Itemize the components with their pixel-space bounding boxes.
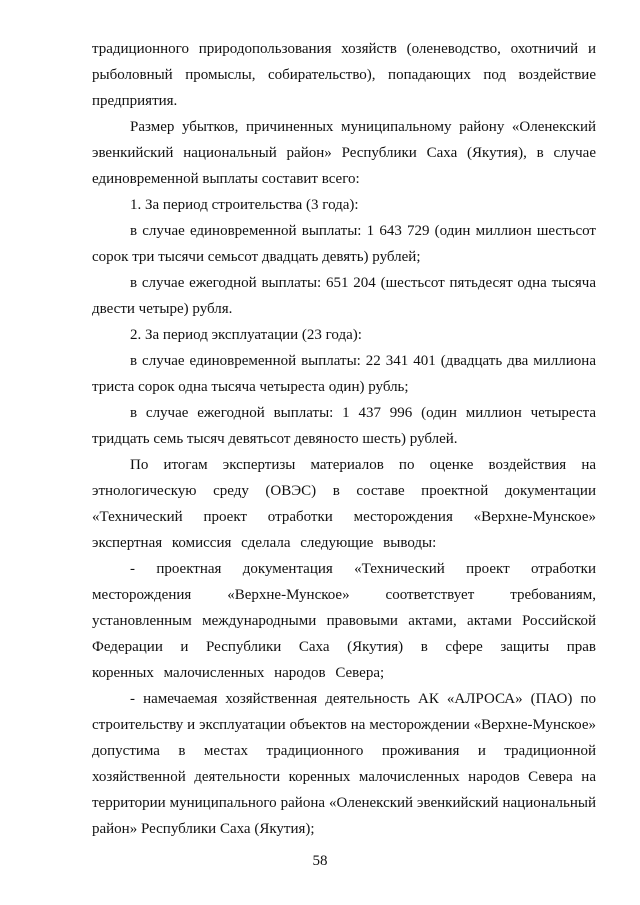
paragraph-construction-lump-sum: в случае единовременной выплаты: 1 643 729 (один миллион шестьсот сорок три тысячи семьсот двадцать девять) рублей; (92, 223, 596, 265)
paragraph-operation-lump-sum: в случае единовременной выплаты: 22 341 401 (двадцать два миллиона триста сорок одна тысяча четыреста один) рубль; (92, 353, 596, 395)
paragraph-construction-period: 1. За период строительства (3 года): (130, 197, 359, 213)
paragraph-expertise-results: По итогам экспертизы материалов по оценке воздействия на этнологическую среду (ОВЭС) в составе проектной документации «Технический проект отработки месторождения «Верхне-Мунское» экспертная комиссия сделала следующие выводы: (92, 457, 596, 551)
paragraph-damage-size: Размер убытков, причиненных муниципальному району «Оленекский эвенкийский национальный район» Республики Саха (Якутия), в случае единовременной выплаты составит всего: (92, 119, 596, 187)
paragraph-conclusion-compliance: - проектная документация «Технический проект отработки месторождения «Верхне-Мунское» соответствует требованиям, установленным международными правовыми актами, актами Российской Федерации и Республики Саха (Якутия) в сфере защиты прав коренных малочисленных народов Севера; (92, 561, 596, 681)
paragraph-conclusion-admissible: - намечаемая хозяйственная деятельность АК «АЛРОСА» (ПАО) по строительству и эксплуатации объектов на месторождении «Верхне-Мунское» допустима в местах традиционного проживания и традиционной хозяйственной деятельности коренных малочисленных народов Севера на территории муниципального района «Оленекский эвенкийский национальный район» Республики Саха (Якутия); (92, 691, 596, 837)
page-number: 58 (312, 853, 328, 869)
paragraph-operation-period: 2. За период эксплуатации (23 года): (130, 327, 362, 343)
document-body (92, 36, 596, 842)
paragraph-construction-annual: в случае ежегодной выплаты: 651 204 (шестьсот пятьдесят одна тысяча двести четыре) рубля. (92, 275, 596, 317)
paragraph-continuation: традиционного природопользования хозяйств (оленеводство, охотничий и рыболовный промыслы, собирательство), попадающих под воздействие предприятия. (92, 41, 596, 109)
paragraph-operation-annual: в случае ежегодной выплаты: 1 437 996 (один миллион четыреста тридцать семь тысяч девятьсот девяносто шесть) рублей. (92, 405, 596, 447)
